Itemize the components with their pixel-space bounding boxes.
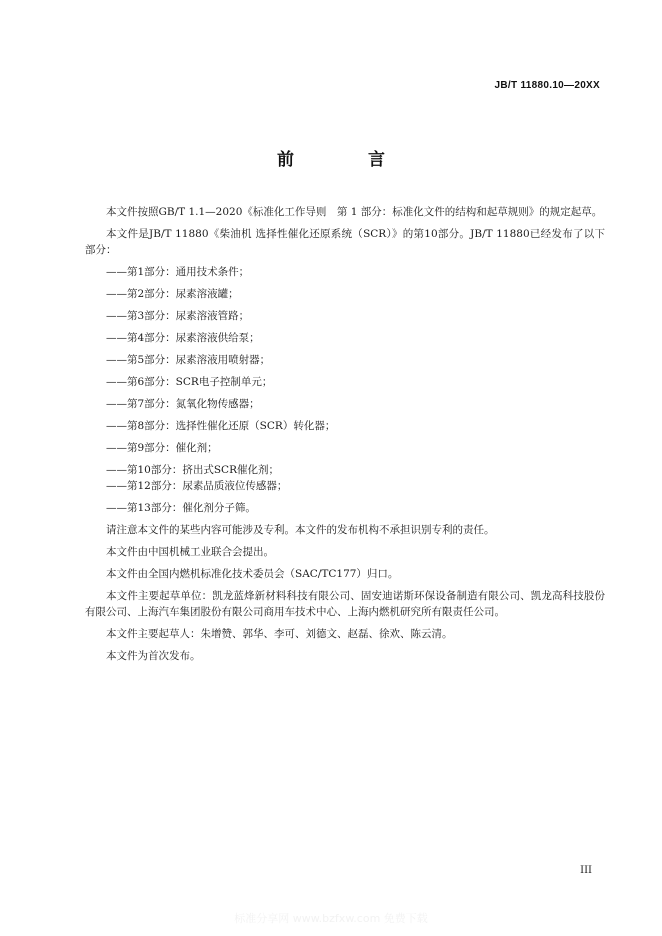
list-item: ——第10部分：挤出式SCR催化剂； — [106, 464, 279, 476]
paragraph-drafting-rules: 本文件按照GB/T 1.1—2020《标准化工作导则 第 1 部分：标准化文件的结构和起草规则》的规定起草。 — [106, 206, 603, 218]
list-item: ——第8部分：选择性催化还原（SCR）转化器； — [106, 420, 336, 432]
paragraph-patent-notice: 请注意本文件的某些内容可能涉及专利。本文件的发布机构不承担识别专利的责任。 — [106, 524, 495, 536]
list-item: ——第7部分：氮氧化物传感器； — [106, 398, 260, 410]
list-item: ——第1部分：通用技术条件； — [106, 266, 250, 278]
list-item: ——第6部分：SCR电子控制单元； — [106, 376, 273, 388]
paragraph-series-intro: 本文件是JB/T 11880《柴油机 选择性催化还原系统（SCR）》的第10部分。JB/T 11880已经发布了以下部分： — [85, 228, 605, 256]
paragraph-first-release: 本文件为首次发布。 — [106, 650, 201, 662]
paragraph-drafting-units: 本文件主要起草单位：凯龙蓝烽新材料科技有限公司、固安迪诺斯环保设备制造有限公司、凯龙高科技股份有限公司、上海汽车集团股份有限公司商用车技术中心、上海内燃机研究所有限责任公司。 — [85, 590, 605, 618]
list-item: ——第12部分：尿素品质液位传感器； — [106, 480, 288, 492]
parts-list — [85, 264, 605, 516]
paragraph-drafters: 本文件主要起草人：朱增赞、郭华、李可、刘德文、赵磊、徐欢、陈云清。 — [106, 628, 453, 640]
paragraph-centralized-unit: 本文件由全国内燃机标准化技术委员会（SAC/TC177）归口。 — [106, 568, 399, 580]
page-number: III — [580, 865, 592, 876]
document-body — [85, 204, 605, 670]
page-title: 前 言 — [277, 150, 419, 170]
list-item: ——第3部分：尿素溶液管路； — [106, 310, 250, 322]
list-item: ——第13部分：催化剂分子筛。 — [106, 502, 256, 514]
list-item: ——第4部分：尿素溶液供给泵； — [106, 332, 260, 344]
watermark: 标准分享网 www.bzfxw.com 免费下载 — [234, 912, 428, 925]
paragraph-proposer: 本文件由中国机械工业联合会提出。 — [106, 546, 274, 558]
list-item: ——第9部分：催化剂； — [106, 442, 218, 454]
document-code: JB/T 11880.10—20XX — [494, 80, 600, 91]
list-item: ——第5部分：尿素溶液用喷射器； — [106, 354, 271, 366]
list-item: ——第2部分：尿素溶液罐； — [106, 288, 239, 300]
